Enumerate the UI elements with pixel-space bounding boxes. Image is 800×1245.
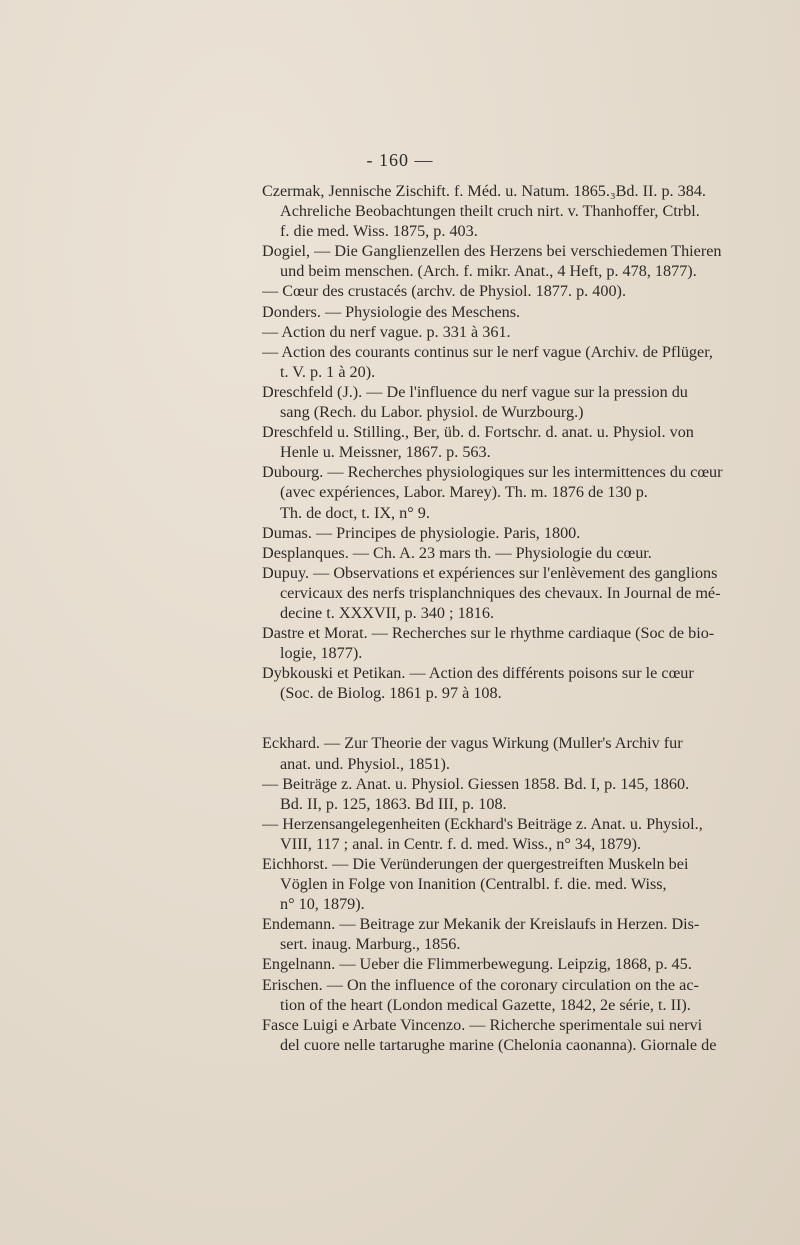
entry-first-line: — Action du nerf vague. p. 331 à 361. (262, 322, 511, 341)
entry-first-line: Czermak, Jennische Zischift. f. Méd. u. Natum. 1865.₃Bd. II. p. 384. (262, 182, 706, 200)
bibliography-entry (262, 241, 792, 281)
bibliography-entry (262, 663, 792, 703)
entry-first-line: Desplanques. — Ch. A. 23 mars th. — Physiologie du cœur. (262, 543, 652, 562)
entry-first-line: Dogiel, — Die Ganglienzellen des Herzens bei verschiedemen Thieren (262, 242, 722, 261)
entry-continuation-line: logie, 1877). (280, 644, 363, 663)
entry-continuation-line: decine t. XXXVII, p. 340 ; 1816. (280, 603, 494, 622)
entry-first-line: — Action des courants continus sur le nerf vague (Archiv. de Pflüger, (262, 342, 713, 361)
bibliography-entry (262, 914, 792, 954)
entry-continuation-line: f. die med. Wiss. 1875, p. 403. (280, 222, 478, 241)
entry-first-line: Dreschfeld u. Stilling., Ber, üb. d. Fortschr. d. anat. u. Physiol. von (262, 423, 694, 442)
bibliography-entry (262, 382, 792, 422)
bibliography-entry (262, 563, 792, 623)
entry-first-line: Engelnann. — Ueber die Flimmerbewegung. Leipzig, 1868, p. 45. (262, 955, 692, 974)
bibliography-entry (262, 854, 792, 914)
entry-first-line: Endemann. — Beitrage zur Mekanik der Kreislaufs in Herzen. Dis- (262, 915, 700, 934)
bibliography-section-d (262, 181, 792, 703)
entry-first-line: Dubourg. — Recherches physiologiques sur les intermittences du cœur (262, 463, 723, 482)
entry-continuation-line: cervicaux des nerfs trisplanchniques des chevaux. In Journal de mé- (280, 583, 721, 602)
bibliography-entry (262, 733, 792, 773)
entry-continuation-line: sang (Rech. du Labor. physiol. de Wurzbourg.) (280, 403, 584, 422)
entry-continuation-line: Th. de doct, t. IX, n° 9. (280, 503, 430, 522)
page-number: - 160 — (366, 150, 434, 170)
entry-first-line: Dupuy. — Observations et expériences sur l'enlèvement des ganglions (262, 563, 718, 582)
entry-first-line: — Herzensangelegenheiten (Eckhard's Beiträge z. Anat. u. Physiol., (262, 814, 703, 833)
entry-continuation-line: Henle u. Meissner, 1867. p. 563. (280, 443, 491, 462)
bibliography-entry (262, 975, 792, 1015)
bibliography-entry (262, 523, 792, 543)
entry-continuation-line: anat. und. Physiol., 1851). (280, 754, 450, 773)
entry-continuation-line: t. V. p. 1 à 20). (280, 362, 376, 381)
bibliography-entry (262, 181, 792, 241)
entry-first-line: Dumas. — Principes de physiologie. Paris, 1800. (262, 523, 581, 542)
entry-first-line: — Cœur des crustacés (archv. de Physiol. 1877. p. 400). (262, 282, 626, 301)
entry-first-line: Donders. — Physiologie des Meschens. (262, 302, 521, 321)
bibliography-entry (262, 281, 792, 301)
entry-continuation-line: del cuore nelle tartarughe marine (Chelonia caonanna). Giornale de (280, 1035, 717, 1054)
entry-first-line: Erischen. — On the influence of the coronary circulation on the ac- (262, 975, 699, 994)
bibliography-entry (262, 462, 792, 522)
entry-continuation-line: (avec expériences, Labor. Marey). Th. m. 1876 de 130 p. (280, 483, 648, 502)
entry-first-line: Eichhorst. — Die Veründerungen der quergestreiften Muskeln bei (262, 855, 689, 873)
entry-continuation-line: Bd. II, p. 125, 1863. Bd III, p. 108. (280, 794, 507, 813)
entry-first-line: Dastre et Morat. — Recherches sur le rhythme cardiaque (Soc de bio- (262, 624, 715, 643)
entry-continuation-line: tion of the heart (London medical Gazette, 1842, 2e série, t. II). (280, 995, 691, 1014)
entry-continuation-line: VIII, 117 ; anal. in Centr. f. d. med. Wiss., n° 34, 1879). (280, 834, 641, 853)
bibliography-entry (262, 342, 792, 382)
entry-first-line: Dybkouski et Petikan. — Action des différents poisons sur le cœur (262, 664, 694, 683)
bibliography-entry (262, 623, 792, 663)
entry-continuation-line: und beim menschen. (Arch. f. mikr. Anat., 4 Heft, p. 478, 1877). (280, 262, 697, 281)
bibliography-section-e-f (262, 733, 792, 1055)
entry-first-line: Eckhard. — Zur Theorie der vagus Wirkung (Muller's Archiv fur (262, 734, 683, 753)
entry-first-line: Fasce Luigi e Arbate Vincenzo. — Richerche sperimentale sui nervi (262, 1015, 703, 1034)
entry-first-line: Dreschfeld (J.). — De l'influence du nerf vague sur la pression du (262, 382, 688, 401)
bibliography-entry (262, 422, 792, 462)
entry-first-line: — Beiträge z. Anat. u. Physiol. Giessen 1858. Bd. I, p. 145, 1860. (262, 774, 690, 793)
bibliography-entry (262, 302, 792, 322)
entry-continuation-line: Vöglen in Folge von Inanition (Centralbl. f. die. med. Wiss, (280, 875, 667, 894)
bibliography-entry (262, 1015, 792, 1055)
bibliography-entry (262, 543, 792, 563)
bibliography-entry (262, 322, 792, 342)
entry-continuation-line: Achreliche Beobachtungen theilt cruch nirt. v. Thanhoffer, Ctrbl. (280, 202, 700, 221)
entry-continuation-line: n° 10, 1879). (280, 895, 365, 914)
bibliography-entry (262, 774, 792, 814)
bibliography-entry (262, 814, 792, 854)
bibliography-entry (262, 954, 792, 974)
entry-continuation-line: (Soc. de Biolog. 1861 p. 97 à 108. (280, 684, 502, 703)
section-gap (262, 703, 792, 733)
bibliography (262, 181, 792, 1055)
entry-continuation-line: sert. inaug. Marburg., 1856. (280, 935, 461, 954)
